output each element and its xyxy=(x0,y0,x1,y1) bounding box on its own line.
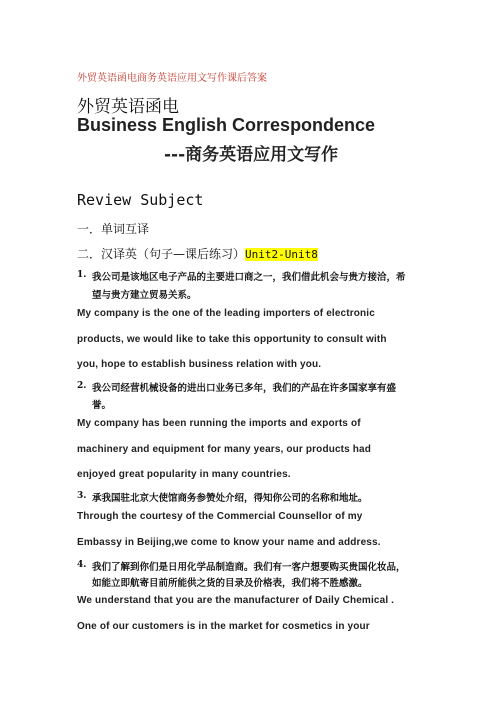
item-english-line: Embassy in Beijing,we come to know your name and address. xyxy=(77,537,381,548)
title-english: Business English Correspondence xyxy=(77,115,376,135)
item-english-line: My company is the one of the leading importers of electronic xyxy=(77,308,375,319)
item-chinese-line: 我们了解到你们是日用化学品制造商。我们有一客户想要购买贵国化妆品， xyxy=(92,562,406,573)
item-english-line: machinery and equipment for many years, our products had xyxy=(77,444,372,455)
document-header: 外贸英语函电商务英语应用文写作课后答案 xyxy=(77,73,267,84)
item-english-line: We understand that you are the manufacturer of Daily Chemical . xyxy=(77,595,395,606)
review-subject-heading: Review Subject xyxy=(77,191,204,209)
item-english-line: My company has been running the imports and exports of xyxy=(77,418,361,429)
item-chinese-line: 誉。 xyxy=(92,400,112,411)
item-english-line: products, we would like to take this opportunity to consult with xyxy=(77,334,387,345)
item-english-line: you, hope to establish business relation with you. xyxy=(77,359,322,370)
item-chinese-line: 望与贵方建立贸易关系。 xyxy=(92,290,197,301)
item-chinese-line: 承我国驻北京大使馆商务参赞处介绍，得知你公司的名称和地址。 xyxy=(92,493,368,504)
item-chinese-line: 我公司经营机械设备的进出口业务已多年，我们的产品在许多国家享有盛 xyxy=(92,383,397,394)
section-2-highlight: Unit2-Unit8 xyxy=(245,248,318,261)
title-chinese: 外贸英语函电 xyxy=(77,97,179,117)
subtitle-chinese: ---商务英语应用文写作 xyxy=(164,145,339,165)
item-english-line: Through the courtesy of the Commercial Counsellor of my xyxy=(77,511,363,522)
item-number: 4. xyxy=(77,560,87,570)
item-number: 2. xyxy=(77,381,87,391)
section-2-prefix: 二．汉译英（句子—课后练习） xyxy=(77,247,246,261)
section-1-heading: 一．单词互译 xyxy=(77,222,150,236)
item-number: 1. xyxy=(77,270,87,280)
item-number: 3. xyxy=(77,491,87,501)
item-chinese-line: 我公司是该地区电子产品的主要进口商之一，我们借此机会与贵方接洽，希 xyxy=(92,272,406,283)
item-english-line: One of our customers is in the market for cosmetics in your xyxy=(77,621,370,632)
item-english-line: enjoyed great popularity in many countries. xyxy=(77,469,291,480)
section-2-heading xyxy=(77,245,318,262)
item-chinese-line: 如能立即航寄目前所能供之货的目录及价格表，我们将不胜感激。 xyxy=(92,578,368,589)
